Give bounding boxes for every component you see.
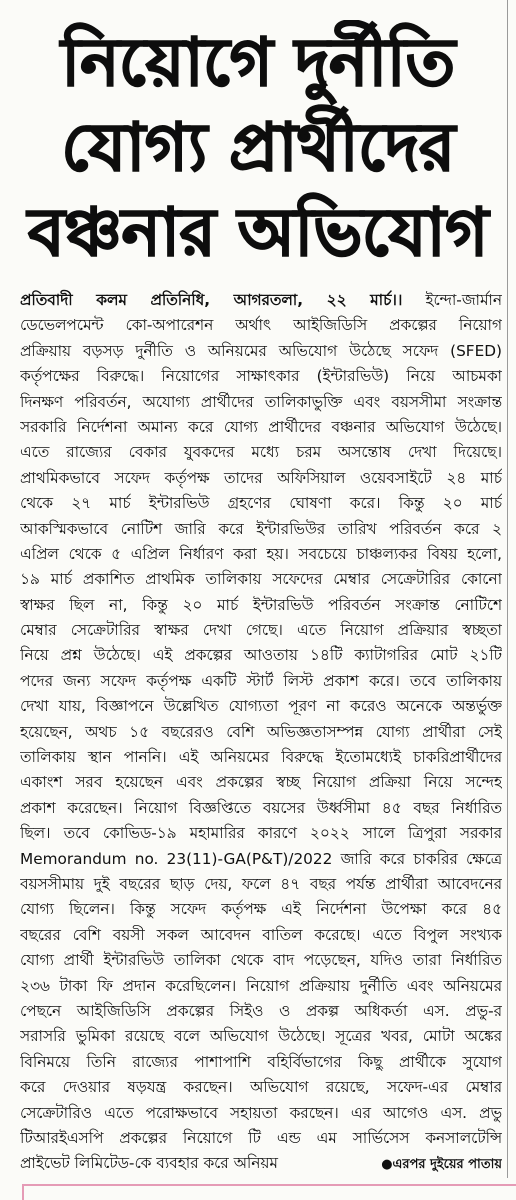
article-line: ২৩৬ টাকা ফি প্রদান করেছিলেন। নিয়োগ প্রক্রিয়ায় দুর্নীতি এবং অনিয়মের xyxy=(20,976,502,995)
article-line: মেম্বার সেক্রেটারির স্বাক্ষর দেখা গেছে। এতে নিয়োগ প্রক্রিয়ার স্বচ্ছতা xyxy=(20,621,502,640)
article-last-line xyxy=(20,1151,502,1176)
article-line: আকস্মিকভাবে নোটিশ জারি করে ইন্টারভিউর তারিখ পরিবর্তন করে ২ xyxy=(20,519,502,538)
article-line: যোগ্য ছিলেন। কিন্তু সফেদ কর্তৃপক্ষ এই নির্দেশনা উপেক্ষা করে ৪৫ xyxy=(20,900,502,919)
article-line: পেছনে আইজিডিসি প্রকল্পের সিইও ও প্রকল্প অধিকর্তা এস. প্রভু-র xyxy=(20,1001,502,1020)
article-line: এতে রাজ্যের বেকার যুবকদের মধ্যে চরম অসন্তোষ দেখা দিয়েছে। xyxy=(20,443,502,462)
article-line: সরাসরি ভুমিকা রয়েছে বলে অভিযোগ উঠেছে। সূত্রের খবর, মোটা অঙ্কের xyxy=(20,1027,502,1046)
article-line: যোগ্য প্রার্থী ইন্টারভিউ তালিকা থেকে বাদ পড়েছেন, যদিও তারা নির্ধারিত xyxy=(20,951,502,970)
article-line: দিনক্ষণ পরিবর্তন, অযোগ্য প্রার্থীদের তালিকাভুক্তি এবং বয়সসীমা সংক্রান্ত xyxy=(20,392,502,411)
headline-line-3: বঞ্চনার অভিযোগ xyxy=(28,194,488,271)
article-line xyxy=(20,288,502,313)
column-rule xyxy=(507,0,508,1178)
article-line: বিনিময়ে তিনি রাজ্যের পাশাপাশি বহির্বিভাগের কিছু প্রার্থীকে সুযোগ xyxy=(20,1052,502,1071)
article-line: Memorandum no. 23(11)-GA(P&T)/2022 জারি করে চাকরির ক্ষেত্রে xyxy=(20,849,502,868)
article-line: ১৯ মার্চ প্রকাশিত প্রাথমিক তালিকায় সফেদের মেম্বার সেক্রেটারির কোনো xyxy=(20,570,502,589)
article-line: সেক্রেটারিও এতে পরোক্ষভাবে সহায়তা করছেন। এর আগেও এস. প্রভু xyxy=(20,1103,502,1122)
dateline: প্রতিবাদী কলম প্রতিনিধি, আগরতলা, ২২ মার্চ।। xyxy=(20,291,403,309)
article-line: নিয়ে প্রশ্ন উঠেছে। এই প্রকল্পের আওতায় ১৪টি ক্যাটাগরির মোট ২১টি xyxy=(20,646,502,665)
next-article-box-border xyxy=(22,1184,516,1200)
article-line: সরকারি নির্দেশনা অমান্য করে যোগ্য প্রার্থীদের বঞ্চনার অভিযোগ উঠেছে। xyxy=(20,417,502,436)
article-line: প্রক্রিয়ায় বড়সড় দুর্নীতি ও অনিয়মের অভিযোগ উঠেছে সফেদ (SFED) xyxy=(20,341,502,360)
article-line: বছরের বেশি বয়সী সকল আবেদন বাতিল করেছে। এতে বিপুল সংখ্যক xyxy=(20,925,502,944)
article-line: স্বাক্ষর ছিল না, কিন্তু ২০ মার্চ ইন্টারভিউ পরিবর্তন সংক্রান্ত নোটিশে xyxy=(20,595,502,614)
article-line: টিআরইএসপি প্রকল্পের নিয়োগে টি এন্ড এম সার্ভিসেস কনসালটেন্সি xyxy=(20,1128,502,1147)
article-line-text: ইন্দো-জার্মান xyxy=(425,291,502,309)
article-line: বয়সসীমায় দুই বছরের ছাড় দেয়, ফলে ৪৭ বছর পর্যন্ত প্রার্থীরা আবেদনের xyxy=(20,874,502,893)
article-line: ছিল। তবে কোভিড-১৯ মহামারির কারণে ২০২২ সালে ত্রিপুরা সরকার xyxy=(20,824,502,843)
article-line: হয়েছেন, অথচ ১৫ বছরেরও বেশি অভিজ্ঞতাসম্পন্ন যোগ্য প্রার্থীরা সেই xyxy=(20,722,502,741)
article-line: প্রকাশ করেছেন। নিয়োগ বিজ্ঞপ্তিতে বয়সের উর্ধ্বসীমা ৪৫ বছর নির্ধারিত xyxy=(20,798,502,817)
article-line: থেকে ২৭ মার্চ ইন্টারভিউ গ্রহণের ঘোষণা করে। কিন্তু ২০ মার্চ xyxy=(20,494,502,513)
headline xyxy=(14,20,502,275)
article-line: করে দেওয়ার ষড়যন্ত্র করছেন। অভিযোগ রয়েছে, সফেদ-এর মেম্বার xyxy=(20,1078,502,1097)
article-line: এপ্রিল থেকে ৫ এপ্রিল নির্ধারণ করা হয়। সবচেয়ে চাঞ্চল্যকর বিষয় হলো, xyxy=(20,544,502,563)
article-line: পদের জন্য সফেদ কর্তৃপক্ষ একটি স্টার্ট লিস্ট প্রকাশ করে। তবে তালিকায় xyxy=(20,671,502,690)
article-line: একাংশ সরব হয়েছেন এবং প্রকল্পের স্বচ্ছ নিয়োগ প্রক্রিয়া নিয়ে সন্দেহ xyxy=(20,773,502,792)
article-line: তালিকায় স্থান পাননি। এই অনিয়মের বিরুদ্ধে ইতোমধ্যেই চাকরিপ্রার্থীদের xyxy=(20,748,502,767)
article-line: কর্তৃপক্ষের বিরুদ্ধে। নিয়োগের সাক্ষাৎকার (ইন্টারভিউ) নিয়ে আচমকা xyxy=(20,367,502,386)
article-line: প্রাথমিকভাবে সফেদ কর্তৃপক্ষ তাদের অফিসিয়াল ওয়েবসাইটে ২৪ মার্চ xyxy=(20,468,502,487)
headline-line-1: নিয়োগে দুর্নীতি xyxy=(61,24,455,101)
article-line: দেখা যায়, বিজ্ঞাপনে উল্লেখিত যোগ্যতা পূরণ না করেও অনেকে অন্তর্ভুক্ত xyxy=(20,697,502,716)
article-line: ডেভেলপমেন্ট কো-অপারেশন অর্থাৎ আইজিডিসি প্রকল্পের নিয়োগ xyxy=(20,316,502,335)
headline-line-2: যোগ্য প্রার্থীদের xyxy=(61,109,455,186)
continuation-note: ●এরপর দুইয়ের পাতায় xyxy=(381,1157,502,1173)
article-line-text: প্রাইভেট লিমিটেড-কে ব্যবহার করে অনিয়ম xyxy=(20,1154,278,1173)
article-body xyxy=(20,288,502,1180)
